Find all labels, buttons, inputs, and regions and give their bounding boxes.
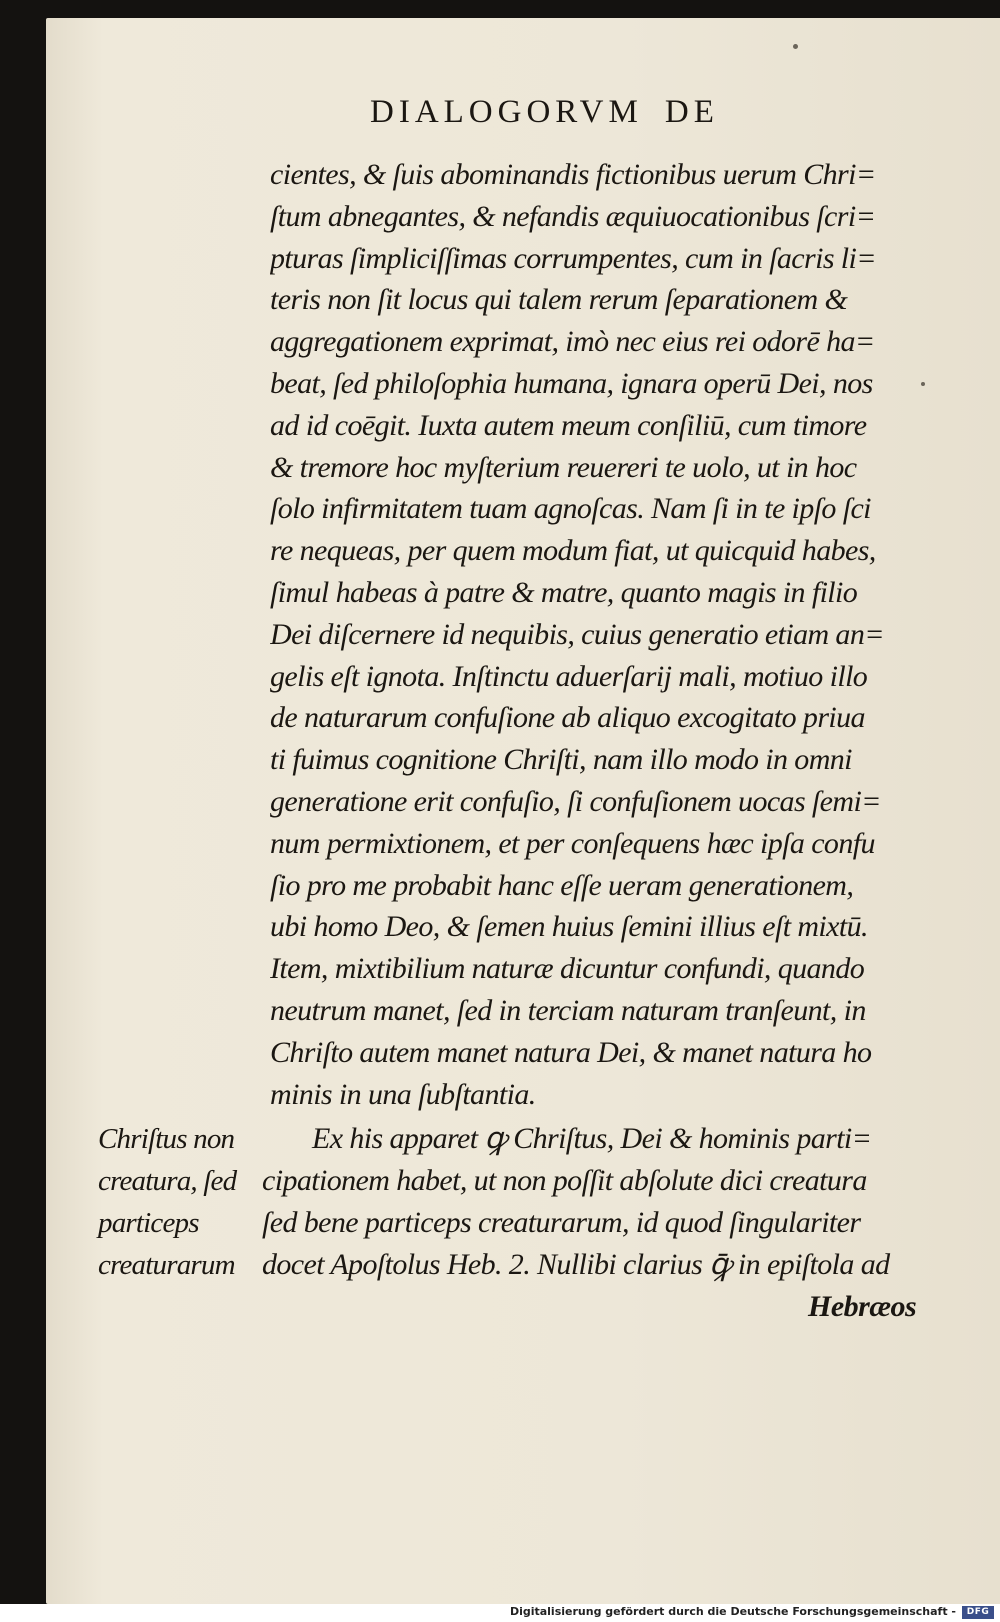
text-line: ſolo infirmitatem tuam agnoſcas. Nam ſi in te ipſo ſci (270, 492, 871, 526)
running-head (370, 94, 719, 131)
marginal-note-line: Chriſtus non (98, 1123, 235, 1155)
text-line: neutrum manet, ſed in terciam naturam tranſeunt, in (270, 993, 866, 1027)
paper-speck (921, 382, 925, 386)
text-line: Ex his apparet ꝙ Chriſtus, Dei & hominis parti= (312, 1122, 872, 1155)
funding-credit: Digitalisierung gefördert durch die Deutsche Forschungsgemeinschaft - (509, 1605, 956, 1618)
dfg-logo: DFG (962, 1606, 994, 1619)
text-line: pturas ſimpliciſſimas corrumpentes, cum in ſacris li= (270, 241, 876, 275)
text-line: de naturarum confuſione ab aliquo excogitato priua (270, 701, 865, 735)
text-line: ad id coēgit. Iuxta autem meum conſiliū, cum timore (270, 408, 867, 442)
running-head-subtitle: DE (664, 94, 719, 130)
catchword: Hebræos (808, 1290, 917, 1323)
text-line: ſtum abnegantes, & nefandis æquiuocationibus ſcri= (270, 199, 876, 233)
text-line: teris non ſit locus qui talem rerum ſeparationem & (270, 283, 848, 317)
text-line: Item, mixtibilium naturæ dicuntur confundi, quando (270, 952, 865, 986)
main-text-block (270, 154, 915, 1115)
text-line: num permixtionem, et per conſequens hæc ipſa confu (270, 826, 875, 860)
text-line: Dei diſcernere id nequibis, cuius generatio etiam an= (270, 617, 884, 651)
text-line: gelis eſt ignota. Inſtinctu aduerſarij mali, motiuo illo (270, 659, 868, 693)
text-line: & tremore hoc myſterium reuereri te uolo, ut in hoc (270, 450, 857, 484)
text-line: Chriſto autem manet natura Dei, & manet natura ho (270, 1035, 872, 1069)
text-line: docet Apoſtolus Heb. 2. Nullibi clarius ꝙ̄ in epiſtola ad (262, 1248, 890, 1281)
marginal-note-line: particeps (98, 1207, 199, 1239)
text-line: aggregationem exprimat, imò nec eius rei odorē ha= (270, 325, 875, 359)
text-line: re nequeas, per quem modum fiat, ut quicquid habes, (270, 534, 876, 568)
marginal-note-line: creatura, ſed (98, 1165, 237, 1197)
text-line: beat, ſed philoſophia humana, ignara operū Dei, nos (270, 366, 873, 400)
paper-speck (793, 44, 798, 49)
text-line: generatione erit confuſio, ſi confuſionem uocas ſemi= (270, 784, 881, 818)
marginal-note-line: creaturarum (98, 1249, 235, 1281)
text-line: minis in una ſubſtantia. (270, 1077, 536, 1111)
text-line: ti fuimus cognitione Chriſti, nam illo modo in omni (270, 743, 852, 777)
text-line: ubi homo Deo, & ſemen huius ſemini illius eſt mixtū. (270, 910, 868, 944)
text-line: ſio pro me probabit hanc eſſe ueram generationem, (270, 868, 854, 902)
text-line: cipationem habet, ut non poſſit abſolute dici creatura (262, 1164, 867, 1197)
second-paragraph (262, 1118, 922, 1286)
text-line: ſimul habeas à patre & matre, quanto magis in filio (270, 575, 858, 609)
text-line: ſed bene particeps creaturarum, id quod ſingulariter (262, 1206, 861, 1239)
text-line: cientes, & ſuis abominandis fictionibus uerum Chri= (270, 158, 876, 191)
marginal-note (98, 1118, 236, 1286)
running-head-title: DIALOGORVM (370, 94, 643, 130)
